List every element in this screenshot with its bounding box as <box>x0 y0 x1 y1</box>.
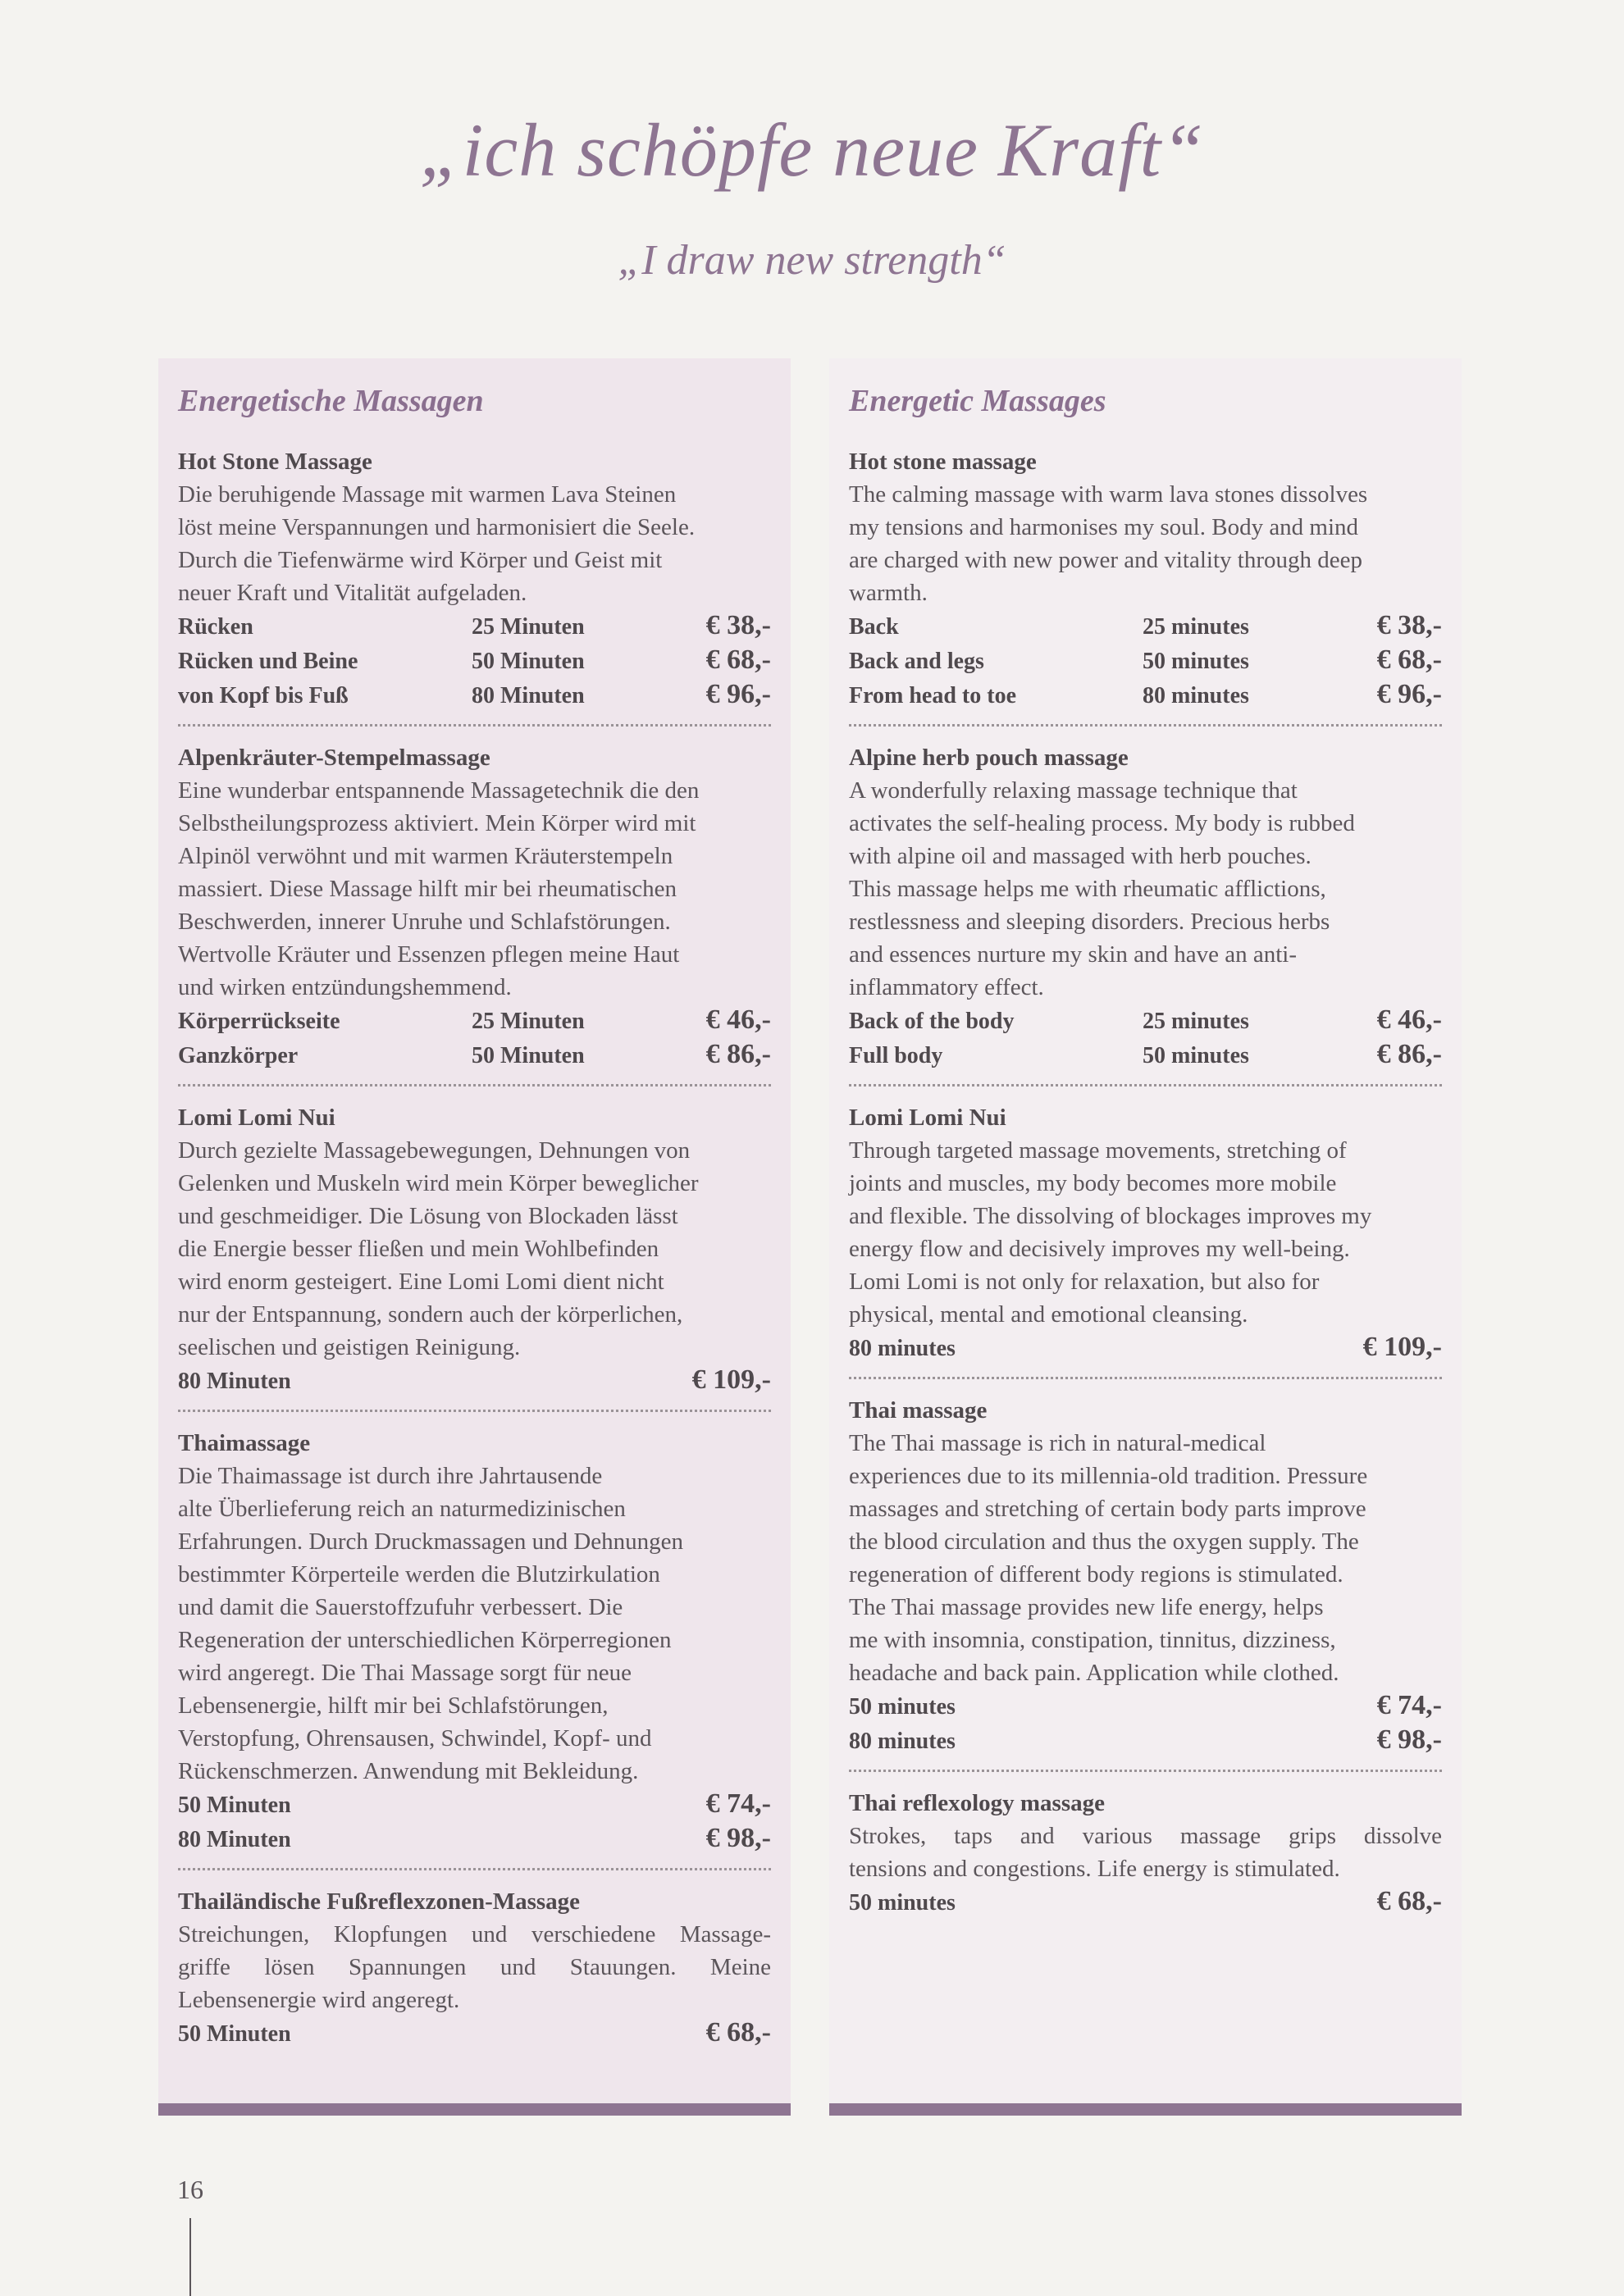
item-description-line: Lomi Lomi is not only for relaxation, but also for <box>849 1269 1320 1295</box>
item-description-line: The Thai massage is rich in natural-medical <box>849 1430 1266 1456</box>
item-description-line: Eine wunderbar entspannende Massagetechnik die den <box>178 777 700 804</box>
item-description-line: inflammatory effect. <box>849 974 1044 1000</box>
price-label: From head to toe <box>849 683 1016 708</box>
item-title: Thai massage <box>849 1397 988 1424</box>
price-row <box>849 1724 1442 1758</box>
price-label: Back <box>849 614 899 640</box>
price-duration: 80 Minuten <box>472 683 585 708</box>
price-row <box>849 1885 1442 1920</box>
price-amount: € 68,- <box>1376 645 1442 675</box>
item-list <box>849 445 1442 1920</box>
price-amount: € 46,- <box>705 1004 771 1035</box>
item-description-line: Die Thaimassage ist durch ihre Jahrtausende <box>178 1463 603 1489</box>
price-row <box>178 1822 771 1856</box>
item-description-line: wird enorm gesteigert. Eine Lomi Lomi dient nicht <box>178 1269 664 1295</box>
item-description-line: Beschwerden, innerer Unruhe und Schlafstörungen. <box>178 909 671 935</box>
item-description-line: the blood circulation and thus the oxygen supply. The <box>849 1528 1359 1555</box>
price-label: 50 minutes <box>849 1694 956 1720</box>
item-description-line: Durch die Tiefenwärme wird Körper und Geist mit <box>178 547 663 573</box>
price-amount: € 109,- <box>1362 1332 1442 1362</box>
massage-item <box>849 1787 1442 1920</box>
item-description-line: seelischen und geistigen Reinigung. <box>178 1334 521 1360</box>
item-description-line: are charged with new power and vitality through deep <box>849 547 1362 573</box>
item-title: Hot Stone Massage <box>178 449 372 475</box>
price-row <box>849 609 1442 644</box>
dotted-separator <box>849 724 1442 727</box>
dotted-separator <box>178 1084 771 1086</box>
massage-item <box>178 741 771 1073</box>
item-description-line: Streichungen, Klopfungen und verschiedene Massage- <box>178 1921 771 1947</box>
price-row <box>849 1038 1442 1073</box>
price-amount: € 96,- <box>705 679 771 709</box>
item-description-line: The Thai massage provides new life energy, helps <box>849 1594 1324 1620</box>
dotted-separator <box>849 1770 1442 1772</box>
item-description-line: regeneration of different body regions is stimulated. <box>849 1561 1343 1588</box>
item-description-line: experiences due to its millennia-old tradition. Pressure <box>849 1463 1368 1489</box>
item-description-line: massages and stretching of certain body parts improve <box>849 1496 1366 1522</box>
price-amount: € 68,- <box>705 2017 771 2048</box>
item-description-line: The calming massage with warm lava stones dissolves <box>849 481 1368 508</box>
item-description-line: headache and back pain. Application while clothed. <box>849 1660 1339 1686</box>
column-heading: Energetic Massages <box>849 384 1106 418</box>
item-description-line: neuer Kraft und Vitalität aufgeladen. <box>178 580 527 606</box>
price-row <box>178 1788 771 1822</box>
massage-item <box>178 1885 771 2051</box>
price-row <box>178 678 771 713</box>
price-amount: € 74,- <box>705 1788 771 1819</box>
price-duration: 25 Minuten <box>472 614 585 640</box>
item-description-line: me with insomnia, constipation, tinnitus, dizziness, <box>849 1627 1336 1653</box>
item-description-line: with alpine oil and massaged with herb pouches. <box>849 843 1312 869</box>
price-label: 50 minutes <box>849 1890 956 1916</box>
item-description-line: A wonderfully relaxing massage technique that <box>849 777 1298 804</box>
price-row <box>178 609 771 644</box>
price-amount: € 68,- <box>705 645 771 675</box>
item-description-line: Alpinöl verwöhnt und mit warmen Kräuterstempeln <box>178 843 673 869</box>
item-description-line: Through targeted massage movements, stretching of <box>849 1137 1347 1164</box>
item-description-line: Verstopfung, Ohrensausen, Schwindel, Kopf- und <box>178 1725 652 1752</box>
item-description-line: joints and muscles, my body becomes more mobile <box>849 1170 1337 1196</box>
price-label: 80 minutes <box>849 1729 956 1754</box>
price-label: Ganzkörper <box>178 1043 299 1068</box>
price-row <box>178 644 771 678</box>
price-label: 80 minutes <box>849 1336 956 1361</box>
item-description-line: energy flow and decisively improves my well-being. <box>849 1236 1350 1262</box>
price-row <box>178 1004 771 1038</box>
price-label: Rücken <box>178 614 253 640</box>
item-description-line: and flexible. The dissolving of blockages improves my <box>849 1203 1372 1229</box>
item-description-line: und wirken entzündungshemmend. <box>178 974 512 1000</box>
price-amount: € 68,- <box>1376 1886 1442 1916</box>
price-duration: 25 minutes <box>1143 614 1249 640</box>
price-label: Rücken und Beine <box>178 649 358 674</box>
price-row <box>178 1364 771 1398</box>
massage-item <box>178 1427 771 1856</box>
item-title: Thaimassage <box>178 1430 311 1456</box>
price-label: 50 Minuten <box>178 2021 291 2047</box>
price-duration: 50 minutes <box>1143 649 1249 674</box>
item-title: Lomi Lomi Nui <box>178 1105 335 1131</box>
item-description-line: warmth. <box>849 580 928 606</box>
german-column <box>158 358 791 2103</box>
dotted-separator <box>178 724 771 727</box>
page-number: 16 <box>177 2175 203 2204</box>
price-label: Back of the body <box>849 1009 1015 1034</box>
item-description-line: bestimmter Körperteile werden die Blutzirkulation <box>178 1561 660 1588</box>
item-description-line: griffe lösen Spannungen und Stauungen. Meine <box>178 1954 771 1980</box>
english-column <box>829 358 1462 2103</box>
price-amount: € 98,- <box>705 1823 771 1853</box>
price-row <box>849 1331 1442 1365</box>
price-label: Back and legs <box>849 649 984 674</box>
price-amount: € 38,- <box>705 610 771 640</box>
price-row <box>849 1004 1442 1038</box>
price-duration: 50 minutes <box>1143 1043 1249 1068</box>
item-description-line: Die beruhigende Massage mit warmen Lava Steinen <box>178 481 677 508</box>
price-label: 80 Minuten <box>178 1369 291 1394</box>
item-title: Alpenkräuter-Stempelmassage <box>178 745 490 771</box>
price-label: 80 Minuten <box>178 1827 291 1852</box>
price-duration: 25 minutes <box>1143 1009 1249 1034</box>
item-description-line: Lebensenergie, hilft mir bei Schlafstörungen, <box>178 1692 609 1719</box>
item-description-line: Lebensenergie wird angeregt. <box>178 1987 460 2013</box>
item-description-line: massiert. Diese Massage hilft mir bei rheumatischen <box>178 876 677 902</box>
panel-bottom-bar <box>158 2103 791 2116</box>
price-amount: € 46,- <box>1376 1004 1442 1035</box>
item-description-line: and essences nurture my skin and have an anti- <box>849 941 1297 968</box>
item-description-line: Erfahrungen. Durch Druckmassagen und Dehnungen <box>178 1528 684 1555</box>
item-description-line: my tensions and harmonises my soul. Body and mind <box>849 514 1359 540</box>
massage-item <box>849 1394 1442 1758</box>
price-label: 50 Minuten <box>178 1793 291 1818</box>
item-description-line: Strokes, taps and various massage grips dissolve <box>849 1823 1442 1849</box>
price-amount: € 86,- <box>705 1039 771 1069</box>
price-row <box>178 2016 771 2051</box>
price-duration: 50 Minuten <box>472 1043 585 1068</box>
item-title: Lomi Lomi Nui <box>849 1105 1006 1131</box>
item-description-line: Rückenschmerzen. Anwendung mit Bekleidung. <box>178 1758 639 1784</box>
item-title: Hot stone massage <box>849 449 1037 475</box>
dotted-separator <box>178 1410 771 1412</box>
price-amount: € 38,- <box>1376 610 1442 640</box>
item-description-line: und geschmeidiger. Die Lösung von Blockaden lässt <box>178 1203 678 1229</box>
item-description-line: activates the self-healing process. My body is rubbed <box>849 810 1355 836</box>
panel-bottom-bar <box>829 2103 1462 2116</box>
price-label: von Kopf bis Fuß <box>178 683 349 708</box>
price-label: Full body <box>849 1043 943 1068</box>
item-description-line: restlessness and sleeping disorders. Precious herbs <box>849 909 1330 935</box>
item-description-line: tensions and congestions. Life energy is stimulated. <box>849 1856 1340 1882</box>
item-description-line: nur der Entspannung, sondern auch der körperlichen, <box>178 1301 683 1328</box>
column-heading: Energetische Massagen <box>178 384 484 418</box>
item-description-line: This massage helps me with rheumatic afflictions, <box>849 876 1326 902</box>
price-amount: € 74,- <box>1376 1690 1442 1720</box>
item-title: Thai reflexology massage <box>849 1790 1105 1816</box>
item-description-line: und damit die Sauerstoffzufuhr verbessert. Die <box>178 1594 623 1620</box>
price-duration: 25 Minuten <box>472 1009 585 1034</box>
massage-item <box>849 1101 1442 1365</box>
page-title: „ich schöpfe neue Kraft“ <box>419 108 1205 192</box>
item-title: Thailändische Fußreflexzonen-Massage <box>178 1888 581 1915</box>
item-description-line: Selbstheilungsprozess aktiviert. Mein Körper wird mit <box>178 810 696 836</box>
dotted-separator <box>849 1377 1442 1379</box>
item-description-line: Gelenken und Muskeln wird mein Körper beweglicher <box>178 1170 699 1196</box>
massage-item <box>178 445 771 713</box>
item-description-line: die Energie besser fließen und mein Wohlbefinden <box>178 1236 659 1262</box>
price-amount: € 98,- <box>1376 1724 1442 1755</box>
massage-item <box>849 741 1442 1073</box>
item-description-line: Regeneration der unterschiedlichen Körperregionen <box>178 1627 672 1653</box>
item-description-line: löst meine Verspannungen und harmonisiert die Seele. <box>178 514 696 540</box>
item-description-line: Wertvolle Kräuter und Essenzen pflegen meine Haut <box>178 941 680 968</box>
dotted-separator <box>849 1084 1442 1086</box>
massage-item <box>849 445 1442 713</box>
item-title: Alpine herb pouch massage <box>849 745 1129 771</box>
item-description-line: wird angeregt. Die Thai Massage sorgt für neue <box>178 1660 632 1686</box>
item-list <box>178 445 771 2051</box>
price-label: Körperrückseite <box>178 1009 340 1034</box>
price-row <box>849 1689 1442 1724</box>
massage-item <box>178 1101 771 1398</box>
price-row <box>849 678 1442 713</box>
price-row <box>178 1038 771 1073</box>
page-subtitle: „I draw new strength“ <box>618 237 1006 284</box>
price-amount: € 109,- <box>691 1364 771 1395</box>
item-description-line: physical, mental and emotional cleansing. <box>849 1301 1248 1328</box>
price-amount: € 86,- <box>1376 1039 1442 1069</box>
item-description-line: alte Überlieferung reich an naturmedizinischen <box>178 1496 626 1522</box>
page-divider-line <box>189 2218 191 2296</box>
dotted-separator <box>178 1868 771 1870</box>
price-row <box>849 644 1442 678</box>
price-duration: 50 Minuten <box>472 649 585 674</box>
price-duration: 80 minutes <box>1143 683 1249 708</box>
price-amount: € 96,- <box>1376 679 1442 709</box>
item-description-line: Durch gezielte Massagebewegungen, Dehnungen von <box>178 1137 691 1164</box>
